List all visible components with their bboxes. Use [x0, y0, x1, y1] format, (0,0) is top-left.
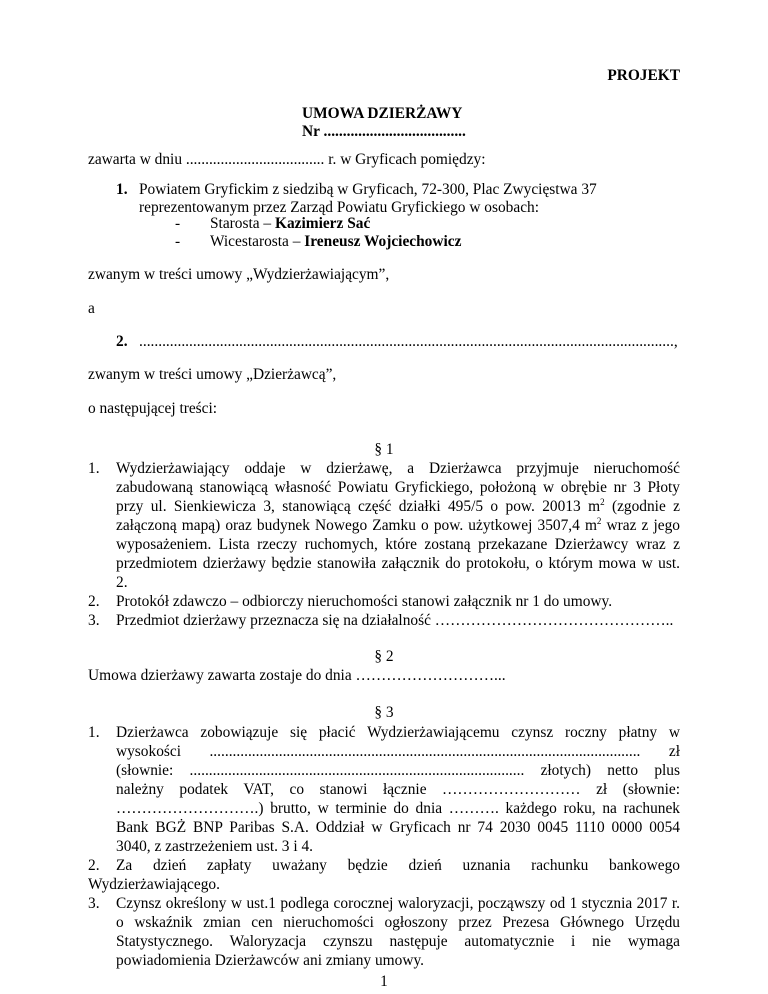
s3-p1-line: 3040, z zastrzeżeniem ust. 3 i 4. — [116, 838, 314, 855]
s3-p1-line: Bank BGŻ BNP Paribas S.A. Oddział w Gryficach nr 74 2030 0045 1110 0000 0054 — [116, 819, 680, 836]
s1-p1-number: 1. — [88, 460, 100, 477]
document-title: UMOWA DZIERŻAWY — [302, 105, 463, 122]
person-dash: - — [175, 215, 181, 232]
s3-p2-line: Wydzierżawiającego. — [88, 876, 220, 893]
page-number: 1 — [380, 973, 388, 990]
party1-number: 1. — [116, 181, 128, 198]
party2-dots: ..........................................................................................................................................., — [139, 333, 678, 350]
s3-p3-number: 3. — [88, 895, 100, 912]
representative-starosta: Starosta – Kazimierz Sać — [210, 215, 371, 232]
section-3-heading: § 3 — [374, 704, 394, 721]
s1-p1-line: przedmiotem dzierżawy będzie stanowiła załącznik do protokołu, o którym mowa w ust. — [116, 555, 680, 572]
party2-alias: zwanym w treści umowy „Dzierżawcą”, — [88, 366, 337, 383]
s1-p2-number: 2. — [88, 593, 100, 610]
s3-p1-line: ……………………….) brutto, w terminie do dnia ………. każdego roku, na rachunek — [116, 800, 680, 817]
s3-p1-line: należny podatek VAT, co stanowi łącznie ……………………… zł (słownie: — [116, 781, 680, 798]
s1-p1-line: 2. — [116, 574, 128, 591]
s3-p3-line: Czynsz określony w ust.1 podlega corocznej waloryzacji, począwszy od 1 stycznia 2017 r. — [116, 895, 680, 912]
s1-p1-line: Wydzierżawiający oddaje w dzierżawę, a Dzierżawca przyjmuje nieruchomość — [116, 460, 680, 477]
conjunction: a — [88, 300, 95, 317]
s3-p1-line: Dzierżawca zobowiązuje się płacić Wydzierżawiającemu czynsz roczny płatny w — [116, 724, 680, 741]
s3-p1-line: wysokości ................................................................................................................ zł — [116, 743, 680, 760]
representative-wicestarosta: Wicestarosta – Ireneusz Wojciechowicz — [210, 233, 462, 250]
s1-p1-line: załączoną mapą) oraz budynek Nowego Zamku o pow. użytkowej 3507,4 $m^2$ wraz z jego — [116, 515, 680, 534]
s3-p3-line: powiadomienia Dzierżawców ani zmiany umowy. — [116, 952, 424, 969]
s1-p1-line: wyposażeniem. Lista rzeczy ruchomych, które zostaną przekazane Dzierżawcy wraz z — [116, 536, 680, 553]
s3-p2-line: Za dzień zapłaty uważany będzie dzień uznania rachunku bankowego — [116, 857, 680, 874]
person-dash: - — [175, 233, 181, 250]
contract-number: Nr ..................................... — [302, 123, 466, 140]
content-intro: o następującej treści: — [88, 400, 218, 417]
s1-p1-line: zabudowaną stanowiącą własność Powiatu Gryfickiego, położoną w obrębie nr 3 Płoty — [116, 479, 680, 496]
s1-p3-number: 3. — [88, 612, 100, 629]
s3-p3-line: o wskaźnik zmian cen nieruchomości ogłoszony przez Prezesa Głównego Urzędu — [116, 914, 680, 931]
s1-p1-line: przy ul. Sienkiewicza 3, stanowiącą część działki 495/5 o pow. 20013 $m^2$ (zgodnie z — [116, 496, 680, 515]
section-1-heading: § 1 — [374, 441, 394, 458]
project-label: PROJEKT — [607, 67, 680, 84]
section-2-heading: § 2 — [374, 648, 394, 665]
s3-p3-line: Statystycznego. Waloryzacja czynszu następuje automatycznie i nie wymaga — [116, 933, 680, 950]
party1-line2: reprezentowanym przez Zarząd Powiatu Gryfickiego w osobach: — [139, 199, 539, 216]
s1-p2-text: Protokół zdawczo – odbiorczy nieruchomości stanowi załącznik nr 1 do umowy. — [116, 593, 613, 610]
s3-p1-line: (słownie: ....................................................................................... złotych) netto plus — [116, 762, 680, 779]
party1-line1: Powiatem Gryfickim z siedzibą w Gryficach, 72-300, Plac Zwycięstwa 37 — [139, 181, 597, 198]
s1-p3-text: Przedmiot dzierżawy przeznacza się na działalność ……………………………………….. — [116, 612, 674, 629]
s3-p2-number: 2. — [88, 857, 100, 874]
intro-line: zawarta w dniu .................................... r. w Gryficach pomiędzy: — [88, 151, 486, 168]
s3-p1-number: 1. — [88, 724, 100, 741]
party2-number: 2. — [116, 333, 128, 350]
party1-alias: zwanym w treści umowy „Wydzierżawiającym”, — [88, 266, 390, 283]
s2-text: Umowa dzierżawy zawarta zostaje do dnia ………………………... — [88, 667, 506, 684]
